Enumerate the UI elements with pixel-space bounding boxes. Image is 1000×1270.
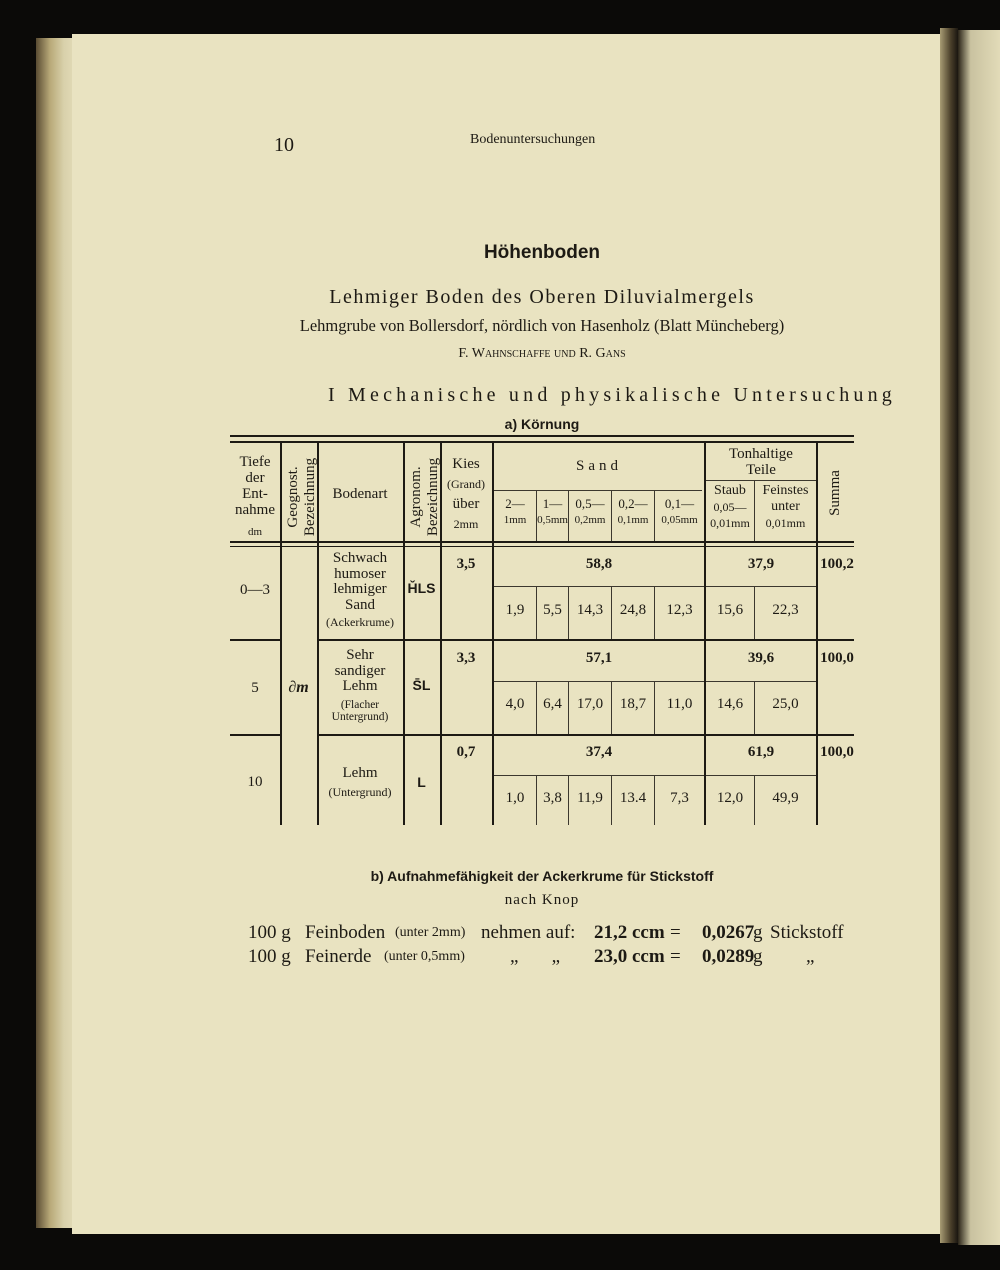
header-agronom: Agronom. Bezeichnung: [408, 457, 441, 537]
summa-cell: 100,0: [820, 744, 854, 760]
sand-total-cell: 57,1: [585, 650, 613, 666]
location: Lehmgrube von Bollersdorf, nördlich von Hasenholz (Blatt Müncheberg): [299, 316, 785, 335]
sand-cell: 11,9: [577, 790, 603, 806]
subsection-title: a) Körnung: [504, 416, 580, 432]
header-sand-col: 0,1— 0,05mm: [661, 496, 698, 526]
kies-cell: 3,5: [456, 556, 476, 572]
authors: F. Wahnschaffe und R. Gans: [458, 346, 626, 361]
ton-cell: 14,6: [716, 696, 744, 712]
depth-cell: 0—3: [240, 582, 270, 598]
header-kies: Kies (Grand) über 2mm: [447, 456, 485, 531]
nitrogen-line: 100 g Feinboden (unter 2mm) nehmen auf: 21,2 ccm = 0,0267 g Stickstoff: [248, 922, 844, 943]
sand-cell: 3,8: [543, 790, 562, 806]
sand-cell: 11,0: [666, 696, 693, 712]
ton-cell: 49,9: [772, 790, 799, 806]
sand-cell: 7,3: [670, 790, 689, 806]
sand-cell: 12,3: [666, 602, 693, 618]
sand-total-cell: 58,8: [585, 556, 613, 572]
facing-page-edge: [958, 30, 1000, 1245]
header-sand-col: 1— 0,5mm: [537, 496, 568, 526]
page-title: Höhenboden: [483, 242, 601, 263]
grain-size-table: [72, 34, 940, 1234]
header-sand-col: 0,2— 0,1mm: [617, 496, 649, 526]
sand-cell: 1,9: [505, 602, 525, 618]
summa-cell: 100,0: [820, 650, 854, 666]
kies-cell: 3,3: [456, 650, 476, 666]
ton-cell: 22,3: [772, 602, 799, 618]
sand-cell: 24,8: [619, 602, 647, 618]
bodenart-cell: Schwach humoser lehmiger Sand (Ackerkrume): [326, 550, 394, 629]
header-ton: Tonhaltige Teile: [729, 446, 793, 478]
header-ton-col: Feinstes unter 0,01mm: [762, 483, 809, 530]
agronom-cell: S̄L: [412, 677, 431, 693]
header-summa: Summa: [827, 470, 843, 516]
sand-cell: 18,7: [619, 696, 647, 712]
page-edge: [940, 28, 958, 1243]
agronom-cell: ȞLS: [407, 580, 436, 596]
sand-cell: 1,0: [505, 790, 525, 806]
section-b-subtitle: nach Knop: [504, 892, 580, 908]
header-sand-col: 0,5— 0,2mm: [574, 496, 606, 526]
sand-cell: 5,5: [543, 602, 562, 618]
book-spine: [36, 38, 76, 1228]
running-title: Bodenuntersuchungen: [470, 132, 596, 147]
summa-cell: 100,2: [820, 556, 854, 572]
header-tiefe: Tiefe der Ent- nahme dm: [235, 454, 275, 538]
ton-total-cell: 37,9: [747, 556, 775, 572]
subtitle: Lehmiger Boden des Oberen Diluvialmergels: [329, 286, 755, 308]
page-number: 10: [274, 134, 294, 156]
depth-cell: 5: [251, 680, 259, 696]
nitrogen-line: 100 g Feinerde (unter 0,5mm) „ „ 23,0 ccm = 0,0289 g „: [248, 946, 815, 967]
header-ton-col: Staub 0,05— 0,01mm: [710, 483, 750, 530]
ton-total-cell: 61,9: [747, 744, 775, 760]
bodenart-cell: Lehm (Untergrund): [328, 765, 392, 799]
agronom-cell: L: [417, 774, 426, 790]
ton-cell: 15,6: [716, 602, 744, 618]
header-bodenart: Bodenart: [332, 486, 388, 502]
sand-cell: 13.4: [619, 790, 647, 806]
header-geognost: Geognost. Bezeichnung: [285, 457, 318, 537]
sand-cell: 14,3: [576, 602, 604, 618]
book-page: [72, 34, 940, 1234]
sand-total-cell: 37,4: [585, 744, 613, 760]
ton-cell: 25,0: [772, 696, 799, 712]
header-sand-col: 2— 1mm: [503, 496, 527, 526]
section-title: I Mechanische und physikalische Untersuchung: [327, 384, 897, 406]
ton-total-cell: 39,6: [747, 650, 775, 666]
kies-cell: 0,7: [456, 744, 476, 760]
header-sand: Sand: [576, 458, 622, 474]
ton-cell: 12,0: [716, 790, 744, 806]
depth-cell: 10: [247, 774, 263, 790]
sand-cell: 17,0: [576, 696, 604, 712]
geognost-value: ∂m: [288, 679, 309, 696]
bodenart-cell: Sehr sandiger Lehm (Flacher Untergrund): [331, 647, 389, 723]
section-b-title: b) Aufnahmefähigkeit der Ackerkrume für Stickstoff: [370, 868, 714, 884]
sand-cell: 6,4: [543, 696, 562, 712]
sand-cell: 4,0: [505, 696, 525, 712]
